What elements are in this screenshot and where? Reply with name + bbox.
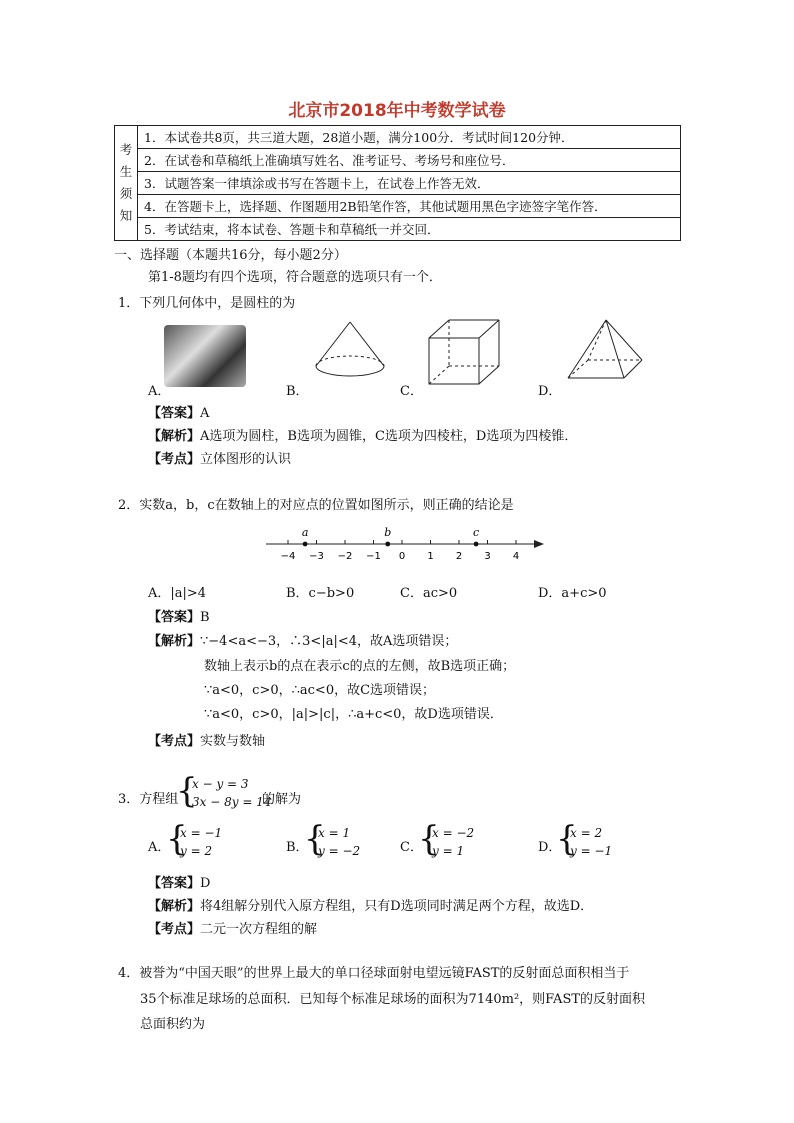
notice-item: 2．在试卷和草稿纸上准确填写姓名、准考证号、考场号和座位号． <box>138 149 681 172</box>
question-1-point <box>148 448 291 467</box>
notice-side-char: 生 <box>119 164 133 179</box>
question-2-option-b: B．c−b>0 <box>286 586 355 601</box>
question-1-answer <box>148 402 209 421</box>
option-y: y = −2 <box>318 844 361 858</box>
pyramid-figure <box>562 316 646 388</box>
answer-value: D <box>200 876 211 891</box>
analysis-tag: 【解析】 <box>148 429 201 444</box>
page-title: 北京市2018年中考数学试卷 <box>288 101 506 121</box>
tick-label: 1 <box>427 551 434 562</box>
point-label: a <box>301 526 309 539</box>
notice-item: 1．本试卷共8页，共三道大题，28道小题，满分100分．考试时间120分钟． <box>138 126 681 149</box>
question-3-point <box>148 918 317 937</box>
tick-label: −4 <box>280 551 296 562</box>
question-3-answer <box>148 872 210 891</box>
section-heading: 一、选择题（本题共16分，每小题2分） <box>114 248 347 263</box>
question-3-option-c-label: C． <box>400 840 423 855</box>
tick-label: −1 <box>366 551 381 562</box>
notice-side-char: 考 <box>119 142 133 157</box>
equation-2: 3x − 8y = 14 <box>192 795 272 809</box>
analysis-tag: 【解析】 <box>148 634 201 649</box>
notice-item: 4．在答题卡上，选择题、作图题用2B铅笔作答，其他试题用黑色字迹签字笔作答． <box>138 195 681 218</box>
option-x: x = −2 <box>432 826 475 840</box>
tick-label: 2 <box>455 551 463 562</box>
equation-1: x − y = 3 <box>192 777 249 791</box>
answer-value: B <box>200 610 210 625</box>
question-1-stem: 1．下列几何体中，是圆柱的为 <box>118 296 296 311</box>
notice-item: 3．试题答案一律填涂或书写在答题卡上，在试卷上作答无效． <box>138 172 681 195</box>
question-3-option-b-label: B． <box>286 840 309 855</box>
notice-side-label <box>115 126 138 241</box>
question-3-analysis <box>148 895 593 914</box>
point-tag: 【考点】 <box>148 452 201 467</box>
analysis-text: 将4组解分别代入原方程组，只有D选项同时满足两个方程，故选D． <box>200 899 594 914</box>
exam-notice-table <box>114 125 681 241</box>
answer-value: A <box>200 406 210 421</box>
question-3-option-d <box>570 824 612 860</box>
question-1-option-a: A． <box>148 384 171 399</box>
question-1-option-b: B． <box>286 384 309 399</box>
question-3-stem-prefix: 3．方程组 <box>118 792 179 807</box>
option-brace: { <box>166 819 188 859</box>
question-2-option-c: C．ac>0 <box>400 586 458 601</box>
cone-figure <box>310 318 390 390</box>
option-x: x = 1 <box>318 826 351 840</box>
question-3-option-d-label: D． <box>538 840 562 855</box>
tick-label: 0 <box>398 551 406 562</box>
analysis-line: ∵a<0，c>0，∴ac<0，故C选项错误； <box>204 683 436 698</box>
answer-tag: 【答案】 <box>148 406 201 421</box>
option-x: x = −1 <box>180 826 223 840</box>
option-y: y = −1 <box>570 844 613 858</box>
analysis-tag: 【解析】 <box>148 899 201 914</box>
axis-arrow <box>534 540 544 548</box>
point-a <box>303 542 308 547</box>
analysis-line: 数轴上表示b的点在表示c的点的左侧，故B选项正确； <box>204 659 516 674</box>
point-b <box>385 542 390 547</box>
analysis-text: A选项为圆柱，B选项为圆锥，C选项为四棱柱，D选项为四棱锥． <box>200 429 578 444</box>
point-text: 实数与数轴 <box>200 734 266 749</box>
point-c <box>474 542 479 547</box>
question-4-line-1: 4．被誉为“中国天眼”的世界上最大的单口径球面射电望远镜FAST的反射面总面积相当于 <box>118 966 630 981</box>
tick-label: 3 <box>484 551 491 562</box>
notice-item: 5．考试结束，将本试卷、答题卡和草稿纸一并交回． <box>138 218 681 241</box>
section-instruction: 第1-8题均有四个选项，符合题意的选项只有一个． <box>148 270 442 285</box>
question-3-option-a <box>180 824 222 860</box>
question-1-option-c: C． <box>400 384 423 399</box>
tick-label: −2 <box>337 551 353 562</box>
question-3-stem-suffix: 的解为 <box>262 792 302 807</box>
option-x: x = 2 <box>570 826 603 840</box>
tick-label: 4 <box>512 551 520 562</box>
option-brace: { <box>304 819 326 859</box>
analysis-line: ∵a<0，c>0，|a|>|c|，∴a+c<0，故D选项错误． <box>204 707 503 722</box>
question-2-answer <box>148 606 210 625</box>
question-1-analysis <box>148 425 577 444</box>
tick-label: −3 <box>309 551 324 562</box>
system-brace: { <box>176 771 198 811</box>
question-3-option-c <box>432 824 474 860</box>
answer-tag: 【答案】 <box>148 876 201 891</box>
prism-figure <box>425 316 505 388</box>
point-tag: 【考点】 <box>148 922 201 937</box>
option-brace: { <box>418 819 440 859</box>
point-label: c <box>473 526 480 539</box>
question-3-option-b <box>318 824 360 860</box>
point-text: 立体图形的认识 <box>200 452 292 467</box>
question-1-option-d: D． <box>538 384 562 399</box>
point-text: 二元一次方程组的解 <box>200 922 318 937</box>
number-line <box>262 522 552 566</box>
analysis-line: ∵−4<a<−3，∴3<|a|<4，故A选项错误； <box>200 634 458 649</box>
question-2-option-a: A．|a|>4 <box>148 586 207 601</box>
option-y: y = 2 <box>180 844 213 858</box>
question-1-option-a-image <box>164 325 246 387</box>
question-2-stem: 2．实数a，b，c在数轴上的对应点的位置如图所示，则正确的结论是 <box>118 498 514 513</box>
question-2-option-d: D．a+c>0 <box>538 586 607 601</box>
point-label: b <box>384 526 392 539</box>
point-tag: 【考点】 <box>148 734 201 749</box>
question-4-line-3: 总面积约为 <box>140 1017 206 1032</box>
equation-system <box>192 775 271 811</box>
answer-tag: 【答案】 <box>148 610 201 625</box>
question-4-line-2: 35个标准足球场的总面积．已知每个标准足球场的面积为7140m²，则FAST的反射面积 <box>140 992 646 1007</box>
notice-side-char: 知 <box>119 208 133 223</box>
option-brace: { <box>556 819 578 859</box>
question-3-option-a-label: A． <box>148 840 171 855</box>
option-y: y = 1 <box>432 844 465 858</box>
question-2-point <box>148 730 265 749</box>
notice-side-char: 须 <box>119 186 133 201</box>
question-2-analysis <box>148 630 457 649</box>
